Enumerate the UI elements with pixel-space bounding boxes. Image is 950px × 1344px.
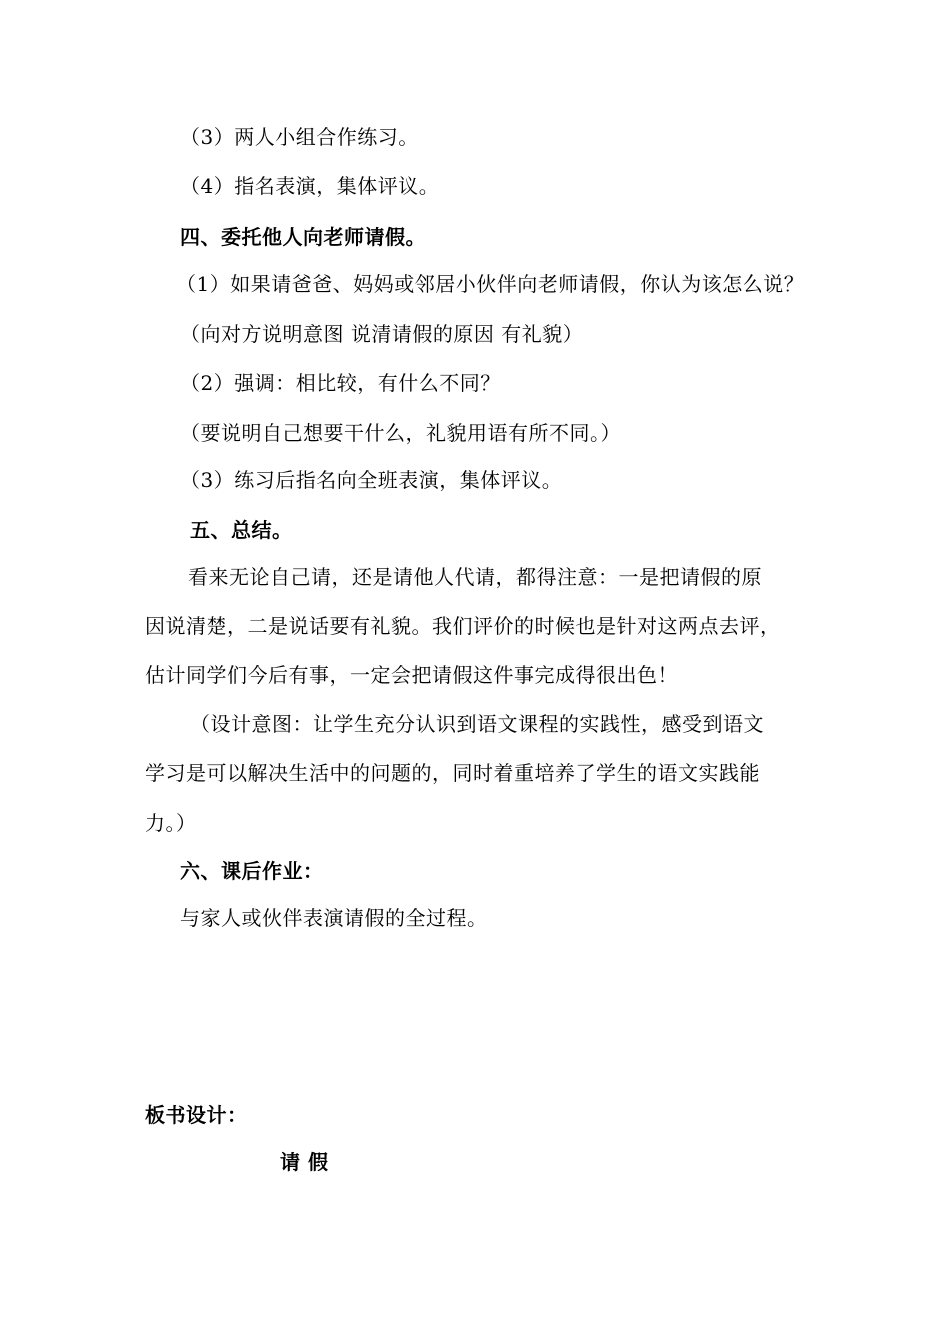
section-heading-4: 四、委托他人向老师请假。: [180, 225, 426, 249]
section-4-question-2: （2）强调：相比较，有什么不同？: [180, 371, 501, 395]
design-intent-line-2: 学习是可以解决生活中的问题的，同时着重培养了学生的语文实践能: [145, 761, 760, 785]
design-intent-line-1: （设计意图：让学生充分认识到语文课程的实践性，感受到语文: [190, 712, 764, 736]
summary-line-1: 看来无论自己请，还是请他人代请，都得注意：一是把请假的原: [188, 565, 762, 589]
step-4-perform-evaluate: （4）指名表演，集体评议。: [180, 174, 440, 198]
board-design-heading: 板书设计：: [145, 1103, 248, 1127]
section-heading-5: 五、总结。: [190, 518, 293, 542]
section-heading-6: 六、课后作业：: [180, 859, 324, 883]
step-3-pair-practice: （3）两人小组合作练习。: [180, 125, 419, 149]
section-4-question-1: （1）如果请爸爸、妈妈或邻居小伙伴向老师请假，你认为该怎么说？: [176, 272, 805, 296]
design-intent-line-3: 力。）: [145, 811, 197, 835]
homework-text: 与家人或伙伴表演请假的全过程。: [180, 906, 488, 930]
summary-line-2: 因说清楚，二是说话要有礼貌。我们评价的时候也是针对这两点去评，: [145, 614, 781, 638]
section-4-answer-1: （向对方说明意图 说清请假的原因 有礼貌）: [180, 322, 584, 346]
board-design-title: 请 假: [280, 1150, 329, 1174]
section-4-answer-2: （要说明自己想要干什么，礼貌用语有所不同。）: [180, 421, 621, 445]
section-4-step-3: （3）练习后指名向全班表演，集体评议。: [180, 468, 563, 492]
summary-line-3: 估计同学们今后有事，一定会把请假这件事完成得很出色！: [145, 663, 678, 687]
